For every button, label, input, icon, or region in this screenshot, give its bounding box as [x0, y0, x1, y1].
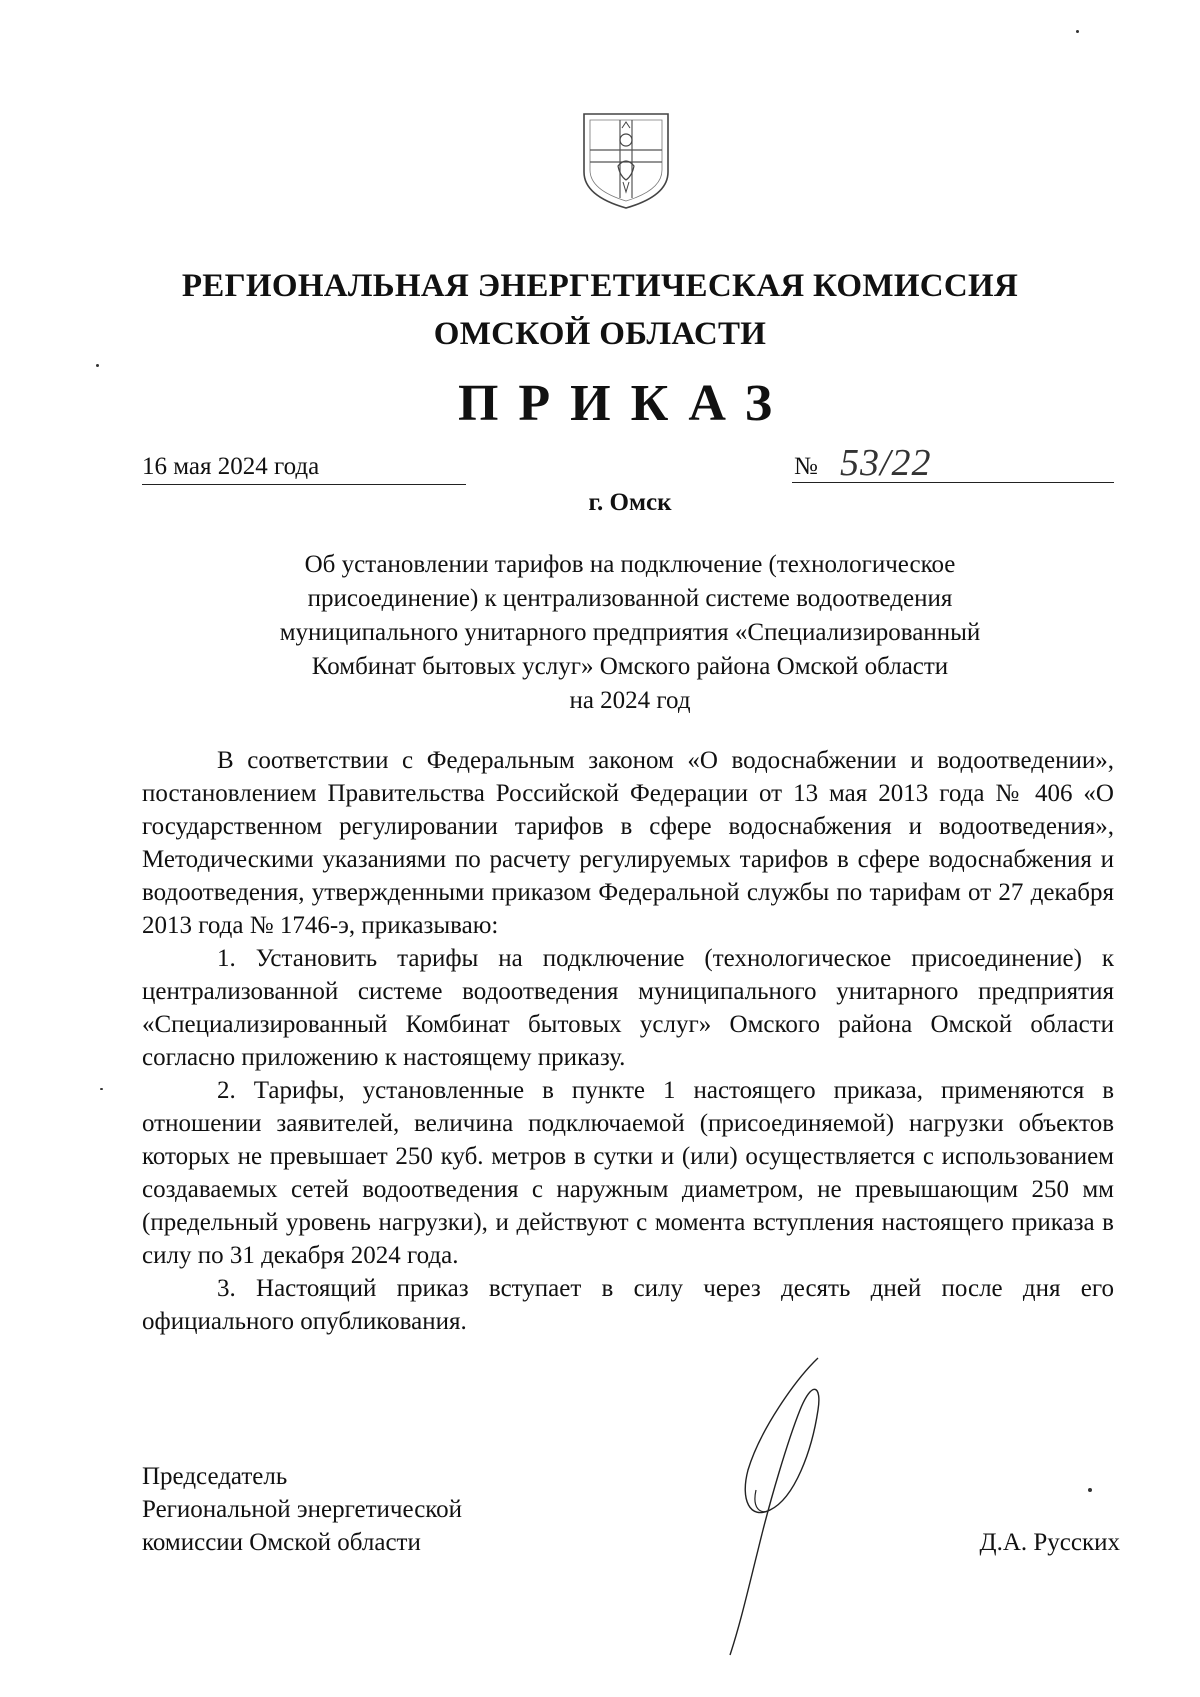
subject-line: муниципального унитарного предприятия «Специализированный: [279, 619, 981, 646]
signatory-name: Д.А. Русских: [979, 1529, 1120, 1556]
position-line: Председатель: [142, 1463, 288, 1490]
subject-line: Об установлении тарифов на подключение (технологическое: [304, 551, 956, 578]
document-number-field: [792, 442, 1114, 484]
subject-line: на 2024 год: [569, 687, 691, 714]
scan-speck: [1076, 30, 1079, 33]
handwritten-signature: [700, 1340, 850, 1660]
organization-name: [0, 262, 1200, 358]
subject-line: Комбинат бытовых услуг» Омского района Омской области: [311, 653, 949, 680]
organization-name-line2: ОМСКОЙ ОБЛАСТИ: [433, 316, 767, 352]
scan-speck: [1088, 1488, 1092, 1492]
document-type-title: ПРИКАЗ: [457, 375, 793, 432]
preamble-paragraph: В соответствии с Федеральным законом «О водоснабжении и водоотведении», постановлением Правительства Российской Федерации от 13 мая 2013 года № 406 «О государственном регулировании тарифов в сфере водоснабжения и водоотведения», Методическими указаниями по расчету регулируемых тарифов в сфере водоснабжения и водоотведения, утвержденными приказом Федеральной службы по тарифам от 27 декабря 2013 года № 1746-э, приказываю:: [142, 747, 1114, 939]
organization-name-line1: РЕГИОНАЛЬНАЯ ЭНЕРГЕТИЧЕСКАЯ КОМИССИЯ: [181, 268, 1019, 304]
scan-speck: [96, 364, 99, 367]
document-subject: [200, 548, 1060, 718]
document-city: г. Омск: [588, 489, 672, 516]
order-item-3: 3. Настоящий приказ вступает в силу через десять дней после дня его официального опубликования.: [142, 1275, 1114, 1335]
number-label: №: [794, 453, 818, 480]
handwritten-number: 53/22: [840, 442, 932, 484]
subject-line: присоединение) к централизованной системе водоотведения: [307, 585, 953, 612]
coat-of-arms-emblem: [576, 110, 676, 210]
order-item-1: 1. Установить тарифы на подключение (технологическое присоединение) к централизованной системе водоотведения муниципального унитарного предприятия «Специализированный Комбинат бытовых услуг» Омского района Омской области согласно приложению к настоящему приказу.: [142, 945, 1114, 1071]
order-item-2: 2. Тарифы, установленные в пункте 1 настоящего приказа, применяются в отношении заявителей, величина подключаемой (присоединяемой) нагрузки объектов которых не превышает 250 куб. метров в сутки и (или) осуществляется с использованием создаваемых сетей водоотведения с наружным диаметром, не превышающим 250 мм (предельный уровень нагрузки), и действуют с момента вступления настоящего приказа в силу по 31 декабря 2024 года.: [142, 1077, 1114, 1269]
document-date: 16 мая 2024 года: [142, 452, 466, 485]
position-line: Региональной энергетической: [142, 1496, 463, 1523]
position-line: комиссии Омской области: [142, 1529, 421, 1556]
signatory-position: [142, 1460, 562, 1559]
document-body: [142, 744, 1114, 1338]
scan-speck: [100, 1088, 103, 1090]
